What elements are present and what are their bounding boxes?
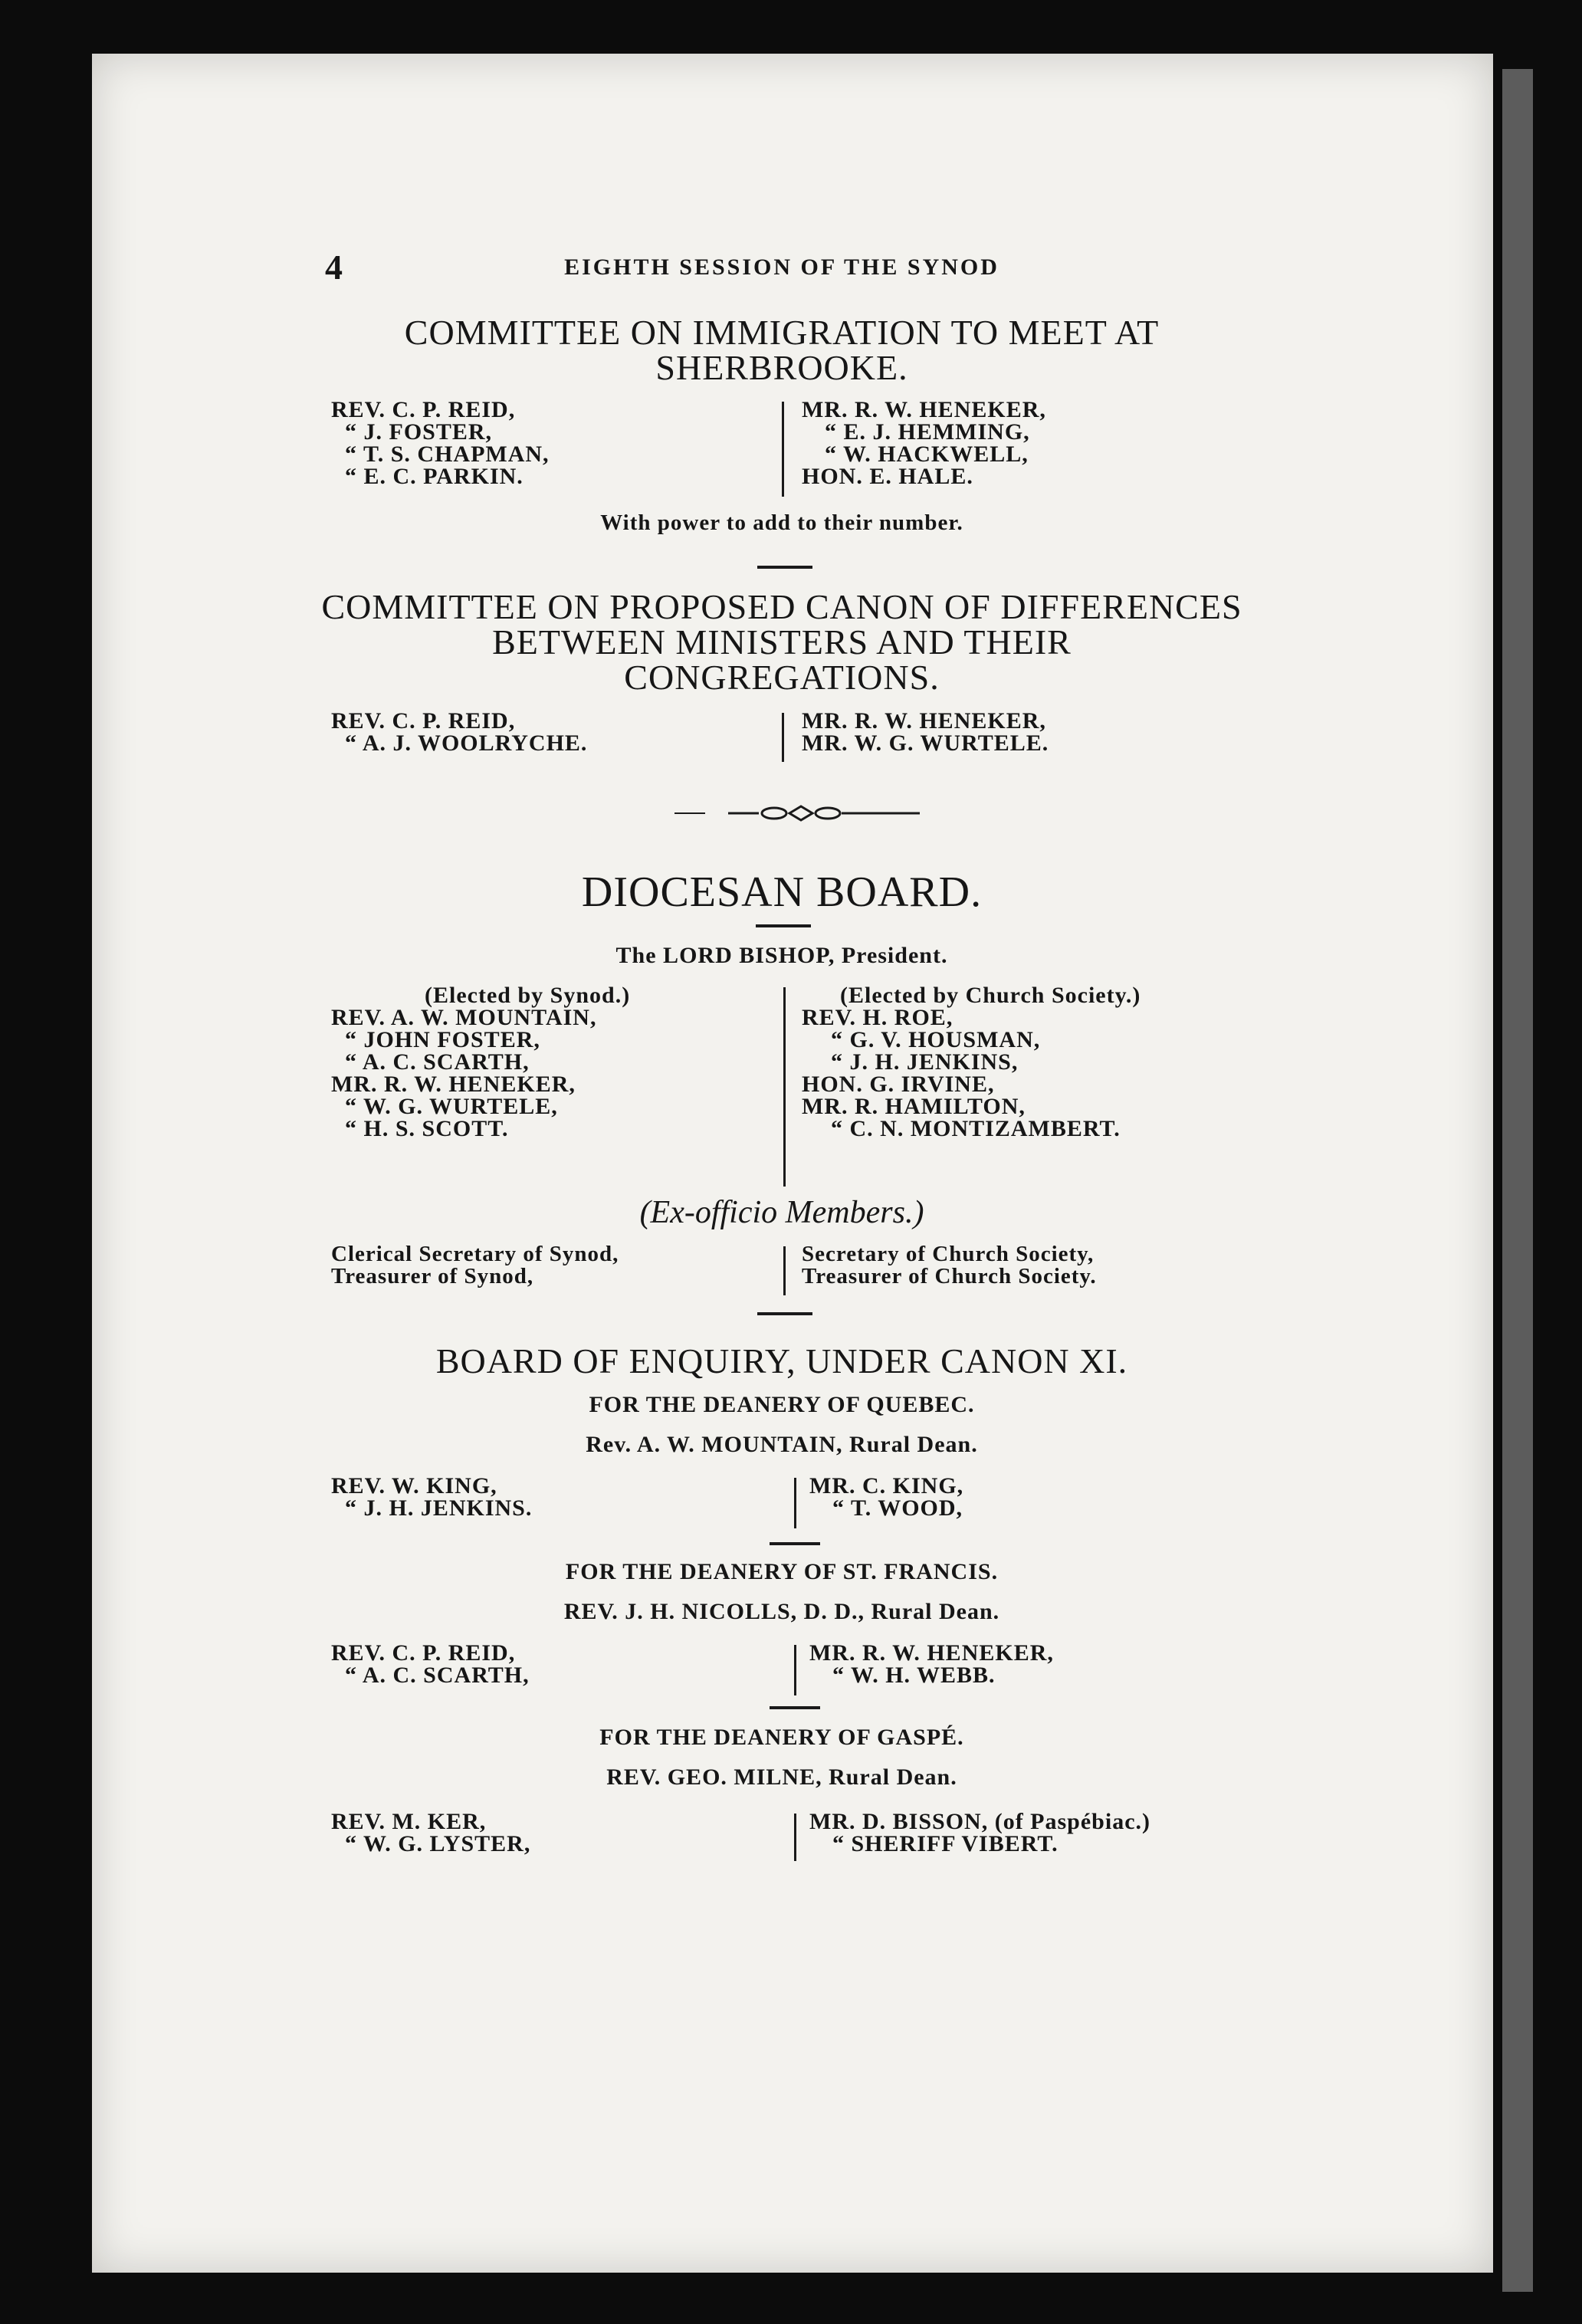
member-name: MR. R. W. HENEKER, bbox=[809, 1640, 1054, 1666]
member-name: “ C. N. MONTIZAMBERT. bbox=[831, 1116, 1121, 1141]
member-name: “ G. V. HOUSMAN, bbox=[831, 1027, 1041, 1052]
section-rule bbox=[757, 566, 812, 569]
quebec-left-column bbox=[331, 1475, 532, 1519]
member-name: MR. R. W. HENEKER, bbox=[802, 397, 1046, 422]
column-divider bbox=[783, 987, 786, 1187]
member-name: “ W. HACKWELL, bbox=[825, 441, 1029, 467]
member-name: REV. C. P. REID, bbox=[331, 708, 516, 734]
immigration-note: With power to add to their number. bbox=[600, 510, 963, 535]
member-name: MR. C. KING, bbox=[809, 1473, 964, 1498]
gaspe-left-column bbox=[331, 1810, 530, 1855]
member-name: REV. W. KING, bbox=[331, 1473, 497, 1498]
diocesan-left-column bbox=[331, 984, 630, 1140]
office-title: Clerical Secretary of Synod, bbox=[331, 1242, 619, 1266]
column-divider bbox=[794, 1478, 796, 1528]
column-caption: (Elected by Church Society.) bbox=[840, 983, 1141, 1008]
st-francis-left-column bbox=[331, 1642, 530, 1686]
member-name: REV. M. KER, bbox=[331, 1809, 487, 1834]
differences-left-column bbox=[331, 710, 587, 754]
immigration-right-column bbox=[802, 399, 1046, 487]
member-name: MR. R. HAMILTON, bbox=[802, 1094, 1026, 1119]
column-divider bbox=[782, 713, 784, 762]
quebec-rural-dean: Rev. A. W. MOUNTAIN, Rural Dean. bbox=[586, 1432, 978, 1457]
ornament-divider bbox=[674, 802, 920, 825]
member-name: HON. E. HALE. bbox=[802, 464, 973, 489]
column-divider bbox=[782, 402, 784, 497]
member-name: MR. W. G. WURTELE. bbox=[802, 730, 1049, 756]
st-francis-right-column bbox=[809, 1642, 1054, 1686]
member-name: MR. R. W. HENEKER, bbox=[331, 1072, 576, 1097]
member-name: REV. A. W. MOUNTAIN, bbox=[331, 1005, 597, 1030]
immigration-left-column bbox=[331, 399, 550, 487]
enquiry-title: BOARD OF ENQUIRY, UNDER CANON XI. bbox=[435, 1341, 1128, 1380]
diocesan-president: The LORD BISHOP, President. bbox=[615, 943, 948, 968]
member-name: “ JOHN FOSTER, bbox=[345, 1027, 540, 1052]
diocesan-right-column bbox=[802, 984, 1141, 1140]
member-name: “ A. J. WOOLRYCHE. bbox=[345, 730, 588, 756]
immigration-title-line2: SHERBROOKE. bbox=[655, 348, 908, 387]
member-name: HON. G. IRVINE, bbox=[802, 1072, 995, 1097]
member-name: “ H. S. SCOTT. bbox=[345, 1116, 509, 1141]
member-name: “ A. C. SCARTH, bbox=[345, 1663, 530, 1688]
differences-title-line3: CONGREGATIONS. bbox=[624, 658, 940, 697]
differences-right-column bbox=[802, 710, 1049, 754]
member-name: “ J. H. JENKINS. bbox=[345, 1495, 533, 1521]
member-name: REV. H. ROE, bbox=[802, 1005, 953, 1030]
st-francis-deanery-heading: FOR THE DEANERY OF ST. FRANCIS. bbox=[565, 1559, 999, 1584]
member-name: “ J. FOSTER, bbox=[345, 419, 493, 445]
diocesan-title: DIOCESAN BOARD. bbox=[581, 868, 983, 916]
gaspe-right-column bbox=[809, 1810, 1150, 1855]
quebec-deanery-heading: FOR THE DEANERY OF QUEBEC. bbox=[589, 1392, 975, 1417]
member-name: “ J. H. JENKINS, bbox=[831, 1049, 1019, 1075]
member-name: “ E. J. HEMMING, bbox=[825, 419, 1030, 445]
member-name: “ W. H. WEBB. bbox=[832, 1663, 996, 1688]
column-divider bbox=[794, 1814, 796, 1861]
ex-officio-heading: (Ex-officio Members.) bbox=[639, 1195, 924, 1230]
member-name: “ SHERIFF VIBERT. bbox=[832, 1831, 1058, 1856]
member-name: “ A. C. SCARTH, bbox=[345, 1049, 530, 1075]
member-name: “ E. C. PARKIN. bbox=[345, 464, 524, 489]
st-francis-rural-dean: REV. J. H. NICOLLS, D. D., Rural Dean. bbox=[563, 1599, 1000, 1624]
ex-officio-left-column bbox=[331, 1243, 619, 1288]
office-title: Treasurer of Synod, bbox=[331, 1264, 534, 1288]
section-rule bbox=[756, 924, 811, 927]
page-number: 4 bbox=[325, 248, 343, 287]
office-title: Secretary of Church Society, bbox=[802, 1242, 1095, 1266]
differences-title-line2: BETWEEN MINISTERS AND THEIR bbox=[492, 622, 1072, 661]
member-name: “ T. S. CHAPMAN, bbox=[345, 441, 550, 467]
immigration-title-line1: COMMITTEE ON IMMIGRATION TO MEET AT bbox=[404, 313, 1160, 352]
member-name: “ W. G. LYSTER, bbox=[345, 1831, 531, 1856]
gaspe-rural-dean: REV. GEO. MILNE, Rural Dean. bbox=[606, 1764, 957, 1790]
page-shadow-right bbox=[1502, 69, 1533, 2292]
section-rule bbox=[770, 1542, 820, 1545]
gaspe-deanery-heading: FOR THE DEANERY OF GASPÉ. bbox=[599, 1725, 964, 1750]
member-name: MR. D. BISSON, (of Paspébiac.) bbox=[809, 1809, 1151, 1834]
column-divider bbox=[794, 1645, 796, 1695]
quebec-right-column bbox=[809, 1475, 963, 1519]
ex-officio-right-column bbox=[802, 1243, 1097, 1288]
column-caption: (Elected by Synod.) bbox=[425, 983, 631, 1008]
member-name: “ W. G. WURTELE, bbox=[345, 1094, 558, 1119]
differences-title-line1: COMMITTEE ON PROPOSED CANON OF DIFFERENCES bbox=[321, 587, 1242, 626]
member-name: REV. C. P. REID, bbox=[331, 397, 516, 422]
running-head: EIGHTH SESSION OF THE SYNOD bbox=[564, 254, 999, 280]
section-rule bbox=[757, 1312, 812, 1315]
member-name: REV. C. P. REID, bbox=[331, 1640, 516, 1666]
member-name: “ T. WOOD, bbox=[832, 1495, 963, 1521]
office-title: Treasurer of Church Society. bbox=[802, 1264, 1097, 1288]
section-rule bbox=[770, 1706, 820, 1709]
column-divider bbox=[783, 1246, 786, 1295]
member-name: MR. R. W. HENEKER, bbox=[802, 708, 1046, 734]
